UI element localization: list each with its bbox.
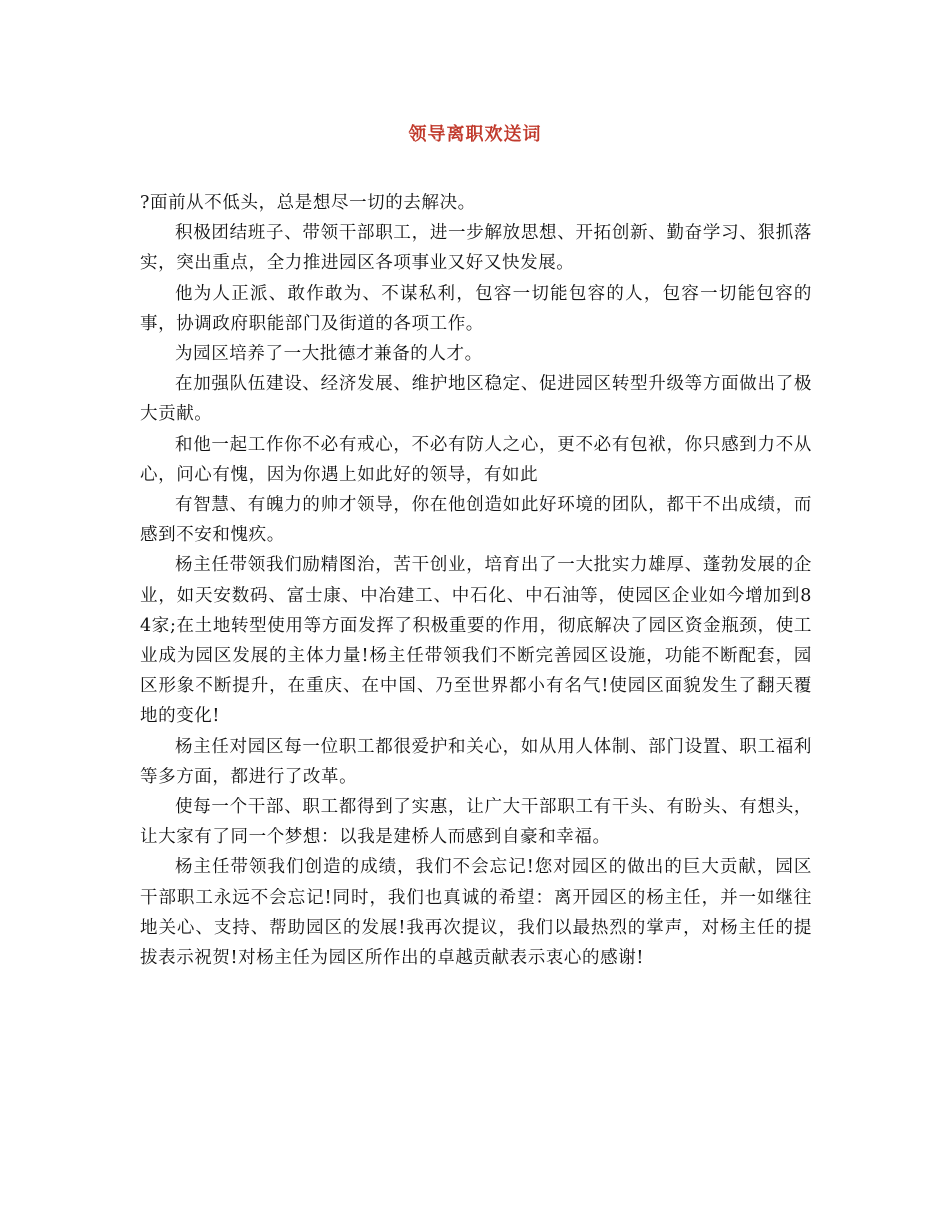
paragraph-7: 有智慧、有魄力的帅才领导，你在他创造如此好环境的团队，都干不出成绩，而感到不安和愧疚。 — [140, 495, 812, 546]
paragraph-2: 积极团结班子、带领干部职工，进一步解放思想、开拓创新、勤奋学习、狠抓落实，突出重点，全力推进园区各项事业又好又快发展。 — [140, 223, 812, 274]
paragraph-4: 为园区培养了一大批德才兼备的人才。 — [175, 344, 483, 365]
paragraph-5: 在加强队伍建设、经济发展、维护地区稳定、促进园区转型升级等方面做出了极大贡献。 — [140, 374, 812, 425]
paragraph-11: 杨主任带领我们创造的成绩，我们不会忘记!您对园区的做出的巨大贡献，园区干部职工永远不会忘记!同时，我们也真诚的希望：离开园区的杨主任，并一如继往地关心、支持、帮助园区的发展!我再次提议，我们以最热烈的掌声，对杨主任的提拔表示祝贺!对杨主任为园区所作出的卓越贡献表示衷心的感谢! — [140, 857, 812, 969]
paragraph-8: 杨主任带领我们励精图治，苦干创业，培育出了一大批实力雄厚、蓬勃发展的企业，如天安数码、富士康、中冶建工、中石化、中石油等，使园区企业如今增加到84家;在土地转型使用等方面发挥了积极重要的作用，彻底解决了园区资金瓶颈，使工业成为园区发展的主体力量!杨主任带领我们不断完善园区设施，功能不断配套，园区形象不断提升，在重庆、在中国、乃至世界都小有名气!使园区面貌发生了翻天覆地的变化! — [140, 555, 812, 727]
paragraph-1: ?面前从不低头，总是想尽一切的去解决。 — [140, 193, 476, 213]
paragraph-9: 杨主任对园区每一位职工都很爱护和关心，如从用人体制、部门设置、职工福利等多方面，都进行了改革。 — [140, 736, 812, 787]
paragraph-6: 和他一起工作你不必有戒心，不必有防人之心，更不必有包袱，你只感到力不从心，问心有愧，因为你遇上如此好的领导，有如此 — [140, 434, 812, 485]
document-title: 领导离职欢送词 — [408, 124, 542, 145]
document-body — [140, 188, 812, 973]
paragraph-10: 使每一个干部、职工都得到了实惠，让广大干部职工有干头、有盼头、有想头，让大家有了同一个梦想：以我是建桥人而感到自豪和幸福。 — [140, 797, 812, 848]
paragraph-3: 他为人正派、敢作敢为、不谋私利，包容一切能包容的人，包容一切能包容的事，协调政府职能部门及街道的各项工作。 — [140, 283, 812, 334]
